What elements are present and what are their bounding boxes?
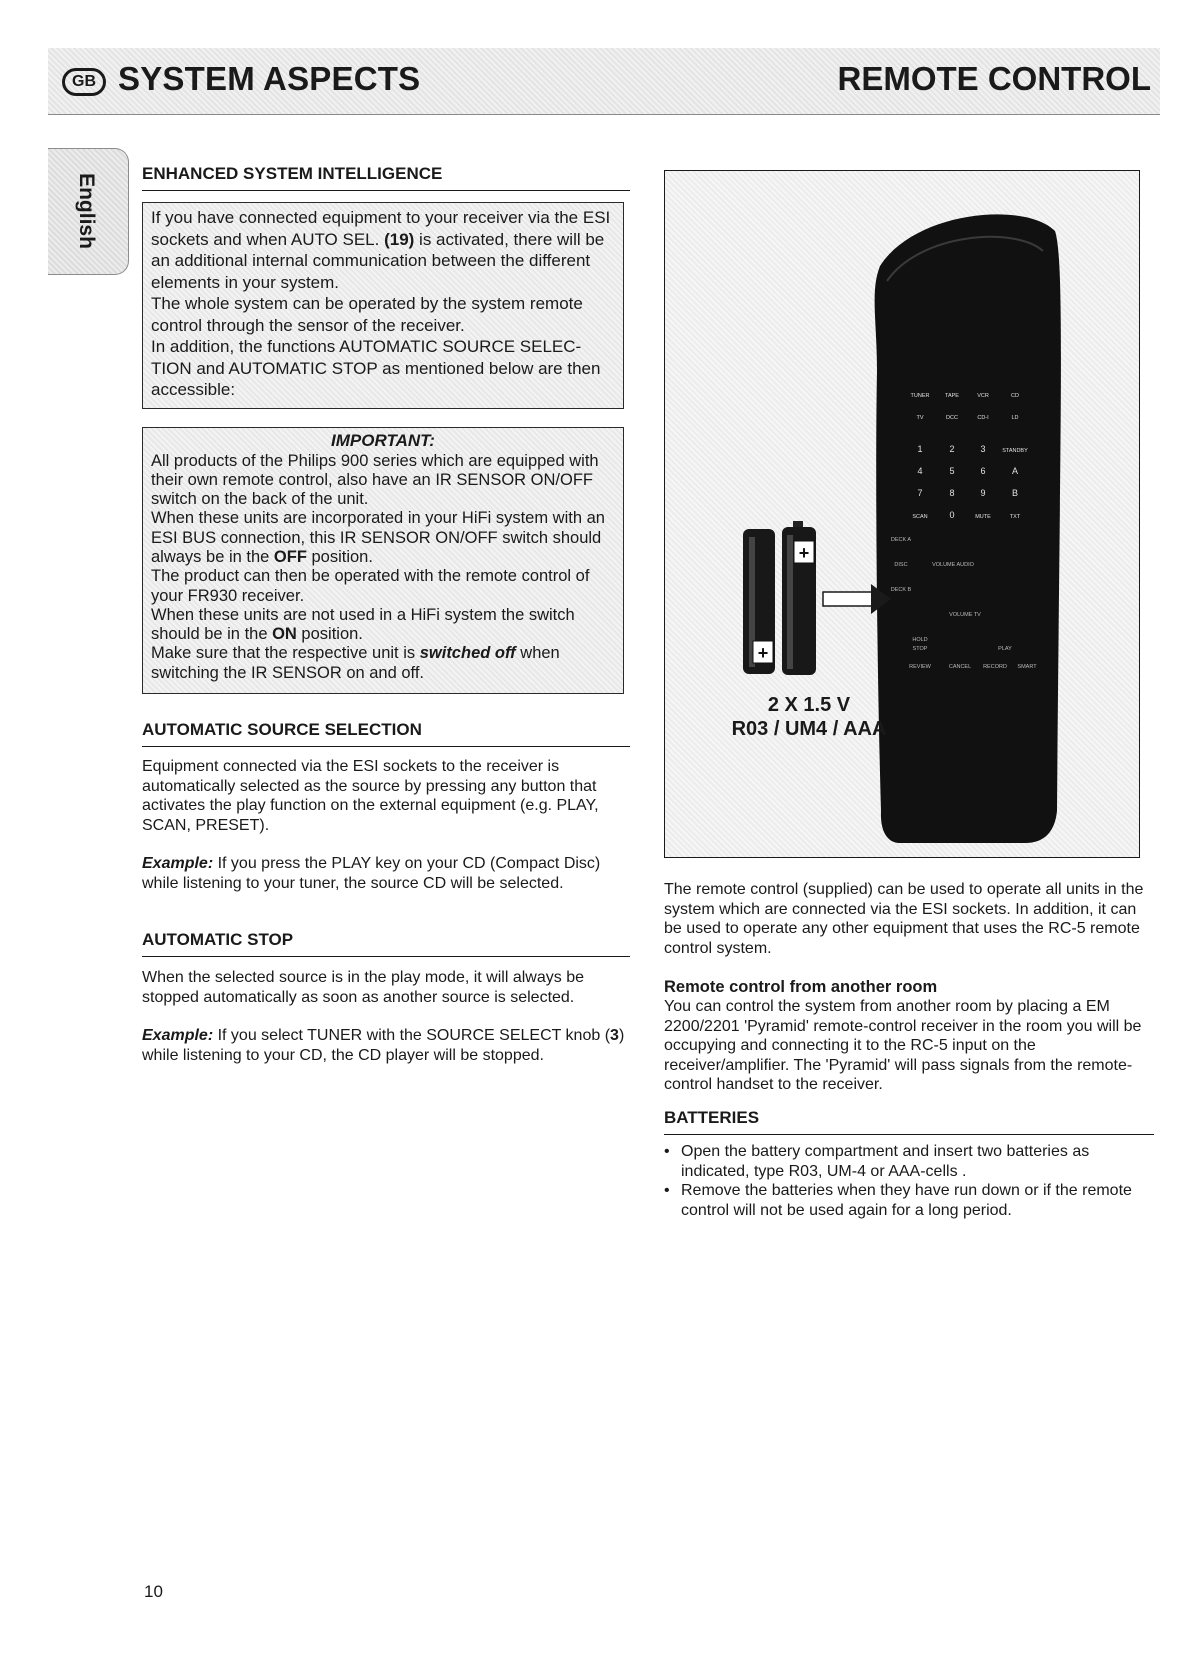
remote-key-label: 6 xyxy=(980,466,986,476)
important-box xyxy=(142,427,624,694)
header-title-left: SYSTEM ASPECTS xyxy=(118,60,421,97)
remote-key-label: STANDBY xyxy=(1002,448,1028,454)
auto-source-paragraph: Equipment connected via the ESI sockets to the receiver is automatically selected as the source by pressing any button that activates the play function on the external equipment (e.g. PLAY, SCAN, PRESET). xyxy=(142,758,599,834)
remote-button-label: CANCEL xyxy=(948,664,972,670)
important-paragraph-1: All products of the Philips 900 series which are equipped with their own remote control, also have an IR SENSOR ON/OFF switch on the back of the unit. xyxy=(151,451,599,509)
important-heading: IMPORTANT: xyxy=(331,431,435,450)
remote-control-body xyxy=(875,214,1061,843)
remote-key-label: 9 xyxy=(980,488,986,498)
page-number: 10 xyxy=(144,1582,163,1601)
batteries-list-item: • Remove the batteries when they have run down or if the remote control will not be used again for a long period. xyxy=(664,1181,1154,1220)
gb-badge: GB xyxy=(62,68,106,96)
auto-stop-paragraph: When the selected source is in the play mode, it will always be stopped automatically as soon as another source is selected. xyxy=(142,969,584,1006)
room-subtitle: Remote control from another room xyxy=(664,978,938,996)
remote-button-label: VOLUME TV xyxy=(949,612,981,618)
remote-key-label: 5 xyxy=(949,466,955,476)
important-paragraph-5: Make sure that the respective unit is switched off when switching the IR SENSOR on and off. xyxy=(151,644,560,682)
remote-key-label: 8 xyxy=(949,488,955,498)
enhanced-paragraph-3: In addition, the functions AUTOMATIC SOURCE SELEC-TION and AUTOMATIC STOP as mentioned below are then accessible: xyxy=(151,337,601,399)
remote-key-label: 0 xyxy=(949,510,955,520)
language-tab xyxy=(48,148,129,275)
enhanced-paragraph-1: If you have connected equipment to your receiver via the ESI sockets and when AUTO SEL. (19) is activated, there will be an additional internal communication between the different elements in your system. xyxy=(151,208,611,292)
remote-key-label: 1 xyxy=(917,444,923,454)
section-title-batteries: BATTERIES xyxy=(664,1108,1154,1135)
remote-button-label: DISC xyxy=(894,562,908,568)
remote-button-label: PLAY xyxy=(998,646,1012,652)
remote-key-label: B xyxy=(1011,488,1019,498)
important-paragraph-3: The product can then be operated with the remote control of your FR930 receiver. xyxy=(151,567,590,605)
arrow-shaft xyxy=(823,592,875,606)
remote-key-label: CD xyxy=(1011,393,1019,399)
remote-key-label: 4 xyxy=(917,466,923,476)
language-tab-label: English xyxy=(75,173,98,249)
remote-key-label: VCR xyxy=(977,393,989,399)
remote-key-label: DCC xyxy=(946,415,958,421)
remote-key-label: TUNER xyxy=(910,393,930,399)
remote-key-label: MUTE xyxy=(975,514,991,520)
section-title-enhanced: ENHANCED SYSTEM INTELLIGENCE xyxy=(142,164,630,191)
remote-button-label: VOLUME AUDIO xyxy=(932,562,974,568)
remote-key-label: TV xyxy=(916,415,924,421)
battery-spec-label xyxy=(709,693,909,741)
battery-spec-line-2: R03 / UM4 / AAA xyxy=(731,718,887,740)
remote-control-illustration xyxy=(665,171,1138,856)
auto-source-example: Example: If you press the PLAY key on your CD (Compact Disc) while listening to your tuner, the source CD will be selected. xyxy=(142,855,601,892)
important-paragraph-2: When these units are incorporated in your HiFi system with an ESI BUS connection, this IR SENSOR ON/OFF switch should always be in the OFF position. xyxy=(151,509,605,566)
remote-key-label: CD-I xyxy=(977,415,989,421)
remote-button-label: HOLD xyxy=(912,637,928,643)
remote-button-label: DECK B xyxy=(890,587,912,593)
batteries-list xyxy=(664,1142,1154,1220)
battery-spec-line-1: 2 X 1.5 V xyxy=(767,694,851,716)
remote-key-label: 2 xyxy=(949,444,955,454)
enhanced-paragraph-2: The whole system can be operated by the system remote control through the sensor of the receiver. xyxy=(151,294,583,335)
auto-source-body xyxy=(142,757,632,893)
remote-key-label: 3 xyxy=(980,444,986,454)
section-title-auto-stop: AUTOMATIC STOP xyxy=(142,930,630,957)
enhanced-info-box xyxy=(142,202,624,409)
section-title-auto-source: AUTOMATIC SOURCE SELECTION xyxy=(142,720,630,747)
remote-button-label: STOP xyxy=(912,646,928,652)
remote-key-label: TAPE xyxy=(945,393,959,399)
remote-key-label: TXT xyxy=(1009,514,1021,520)
important-paragraph-4: When these units are not used in a HiFi system the switch should be in the ON position. xyxy=(151,605,575,644)
remote-button-label: DECK A xyxy=(890,537,912,543)
battery-left-plus: + xyxy=(757,643,769,663)
remote-key-label: SCAN xyxy=(912,514,928,520)
remote-key-label: A xyxy=(1011,466,1019,476)
remote-button-label: RECORD xyxy=(983,664,1007,670)
remote-intro-text: The remote control (supplied) can be used to operate all units in the system which are connected via the ESI sockets. In addition, it can be used to operate any other equipment that uses the RC-5 remote control system. xyxy=(664,881,1144,957)
remote-control-photo xyxy=(664,170,1140,858)
batteries-list-item: • Open the battery compartment and insert two batteries as indicated, type R03, UM-4 or AAA-cells . xyxy=(664,1142,1154,1181)
auto-stop-example: Example: If you select TUNER with the SOURCE SELECT knob (3) while listening to your CD, the CD player will be stopped. xyxy=(142,1027,625,1064)
remote-key-label: LD xyxy=(1011,415,1019,421)
header-title-right: REMOTE CONTROL xyxy=(837,60,1151,97)
remote-button-label: REVIEW xyxy=(909,664,931,670)
battery-right-plus: + xyxy=(798,543,810,563)
room-text: You can control the system from another room by placing a EM 2200/2201 'Pyramid' remote-control receiver in the room you will be occupying and connecting it to the RC-5 input on the receiver/amplifier. The 'Pyramid' will pass signals from the remote-control handset to the receiver. xyxy=(664,998,1142,1093)
auto-stop-body xyxy=(142,968,632,1065)
remote-button-label: SMART xyxy=(1017,664,1037,670)
remote-key-label: 7 xyxy=(917,488,923,498)
